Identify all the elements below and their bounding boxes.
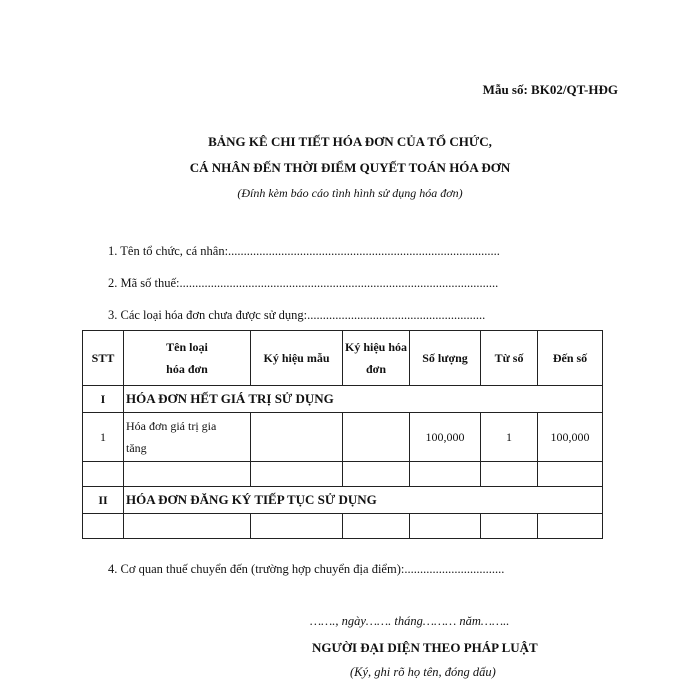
- empty-cell: [83, 514, 124, 539]
- header-from-number: Từ số: [481, 331, 538, 386]
- empty-cell: [410, 462, 481, 487]
- cell-invoice-type-line2: tăng: [126, 441, 147, 455]
- section-label: HÓA ĐƠN ĐĂNG KÝ TIẾP TỤC SỬ DỤNG: [124, 487, 603, 514]
- section-row-expired: [83, 386, 603, 413]
- section-number: I: [83, 386, 124, 413]
- document-title-line1: BẢNG KÊ CHI TIẾT HÓA ĐƠN CỦA TỔ CHỨC,: [208, 134, 492, 149]
- cell-invoice-symbol: [343, 413, 410, 462]
- signature-date-line: ……., ngày……. tháng……… năm……..: [310, 614, 510, 628]
- cell-from-number: 1: [481, 413, 538, 462]
- cell-stt: 1: [83, 413, 124, 462]
- header-to-number: Đến số: [538, 331, 603, 386]
- table-row: [83, 413, 603, 462]
- header-invoice-symbol: [343, 331, 410, 386]
- empty-cell: [538, 462, 603, 487]
- field-unused-invoice-types: 3. Các loại hóa đơn chưa được sử dụng:.........................................................: [108, 308, 486, 322]
- field-tax-office: 4. Cơ quan thuế chuyển đến (trường hợp chuyển địa điểm):................................: [108, 562, 505, 576]
- empty-cell: [481, 462, 538, 487]
- empty-cell: [538, 514, 603, 539]
- cell-quantity: 100,000: [410, 413, 481, 462]
- field-tax-code: 2. Mã số thuế:......................................................................................................: [108, 276, 499, 290]
- header-quantity: Số lượng: [410, 331, 481, 386]
- header-stt: STT: [83, 331, 124, 386]
- table-row-empty: [83, 462, 603, 487]
- empty-cell: [343, 462, 410, 487]
- header-invoice-type-line1: Tên loại: [166, 340, 208, 354]
- table-header-row: [83, 331, 603, 386]
- header-invoice-symbol-line1: Ký hiệu hóa: [345, 340, 408, 354]
- header-invoice-symbol-line2: đơn: [366, 362, 386, 376]
- header-invoice-type: [124, 331, 251, 386]
- empty-cell: [251, 514, 343, 539]
- cell-to-number: 100,000: [538, 413, 603, 462]
- signature-note: (Ký, ghi rõ họ tên, đóng dấu): [350, 665, 496, 679]
- section-number: II: [83, 487, 124, 514]
- signature-title: NGƯỜI ĐẠI DIỆN THEO PHÁP LUẬT: [312, 640, 538, 655]
- field-org-name: 1. Tên tổ chức, cá nhân:.......................................................................................: [108, 244, 500, 258]
- header-invoice-type-line2: hóa đơn: [166, 362, 208, 376]
- form-code: Mẫu số: BK02/QT-HĐG: [482, 82, 618, 97]
- empty-cell: [481, 514, 538, 539]
- empty-cell: [410, 514, 481, 539]
- empty-cell: [124, 462, 251, 487]
- invoice-table: [82, 330, 603, 539]
- section-label: HÓA ĐƠN HẾT GIÁ TRỊ SỬ DỤNG: [124, 386, 603, 413]
- cell-invoice-type-line1: Hóa đơn giá trị gia: [126, 419, 217, 433]
- table-row-empty: [83, 514, 603, 539]
- empty-cell: [343, 514, 410, 539]
- document-subtitle: (Đính kèm báo cáo tình hình sử dụng hóa đơn): [237, 186, 463, 200]
- header-template-symbol: Ký hiệu mẫu: [251, 331, 343, 386]
- section-row-continued: [83, 487, 603, 514]
- empty-cell: [251, 462, 343, 487]
- cell-invoice-type: [124, 413, 251, 462]
- document-title-line2: CÁ NHÂN ĐẾN THỜI ĐIỂM QUYẾT TOÁN HÓA ĐƠN: [189, 160, 511, 175]
- cell-template-symbol: [251, 413, 343, 462]
- empty-cell: [83, 462, 124, 487]
- empty-cell: [124, 514, 251, 539]
